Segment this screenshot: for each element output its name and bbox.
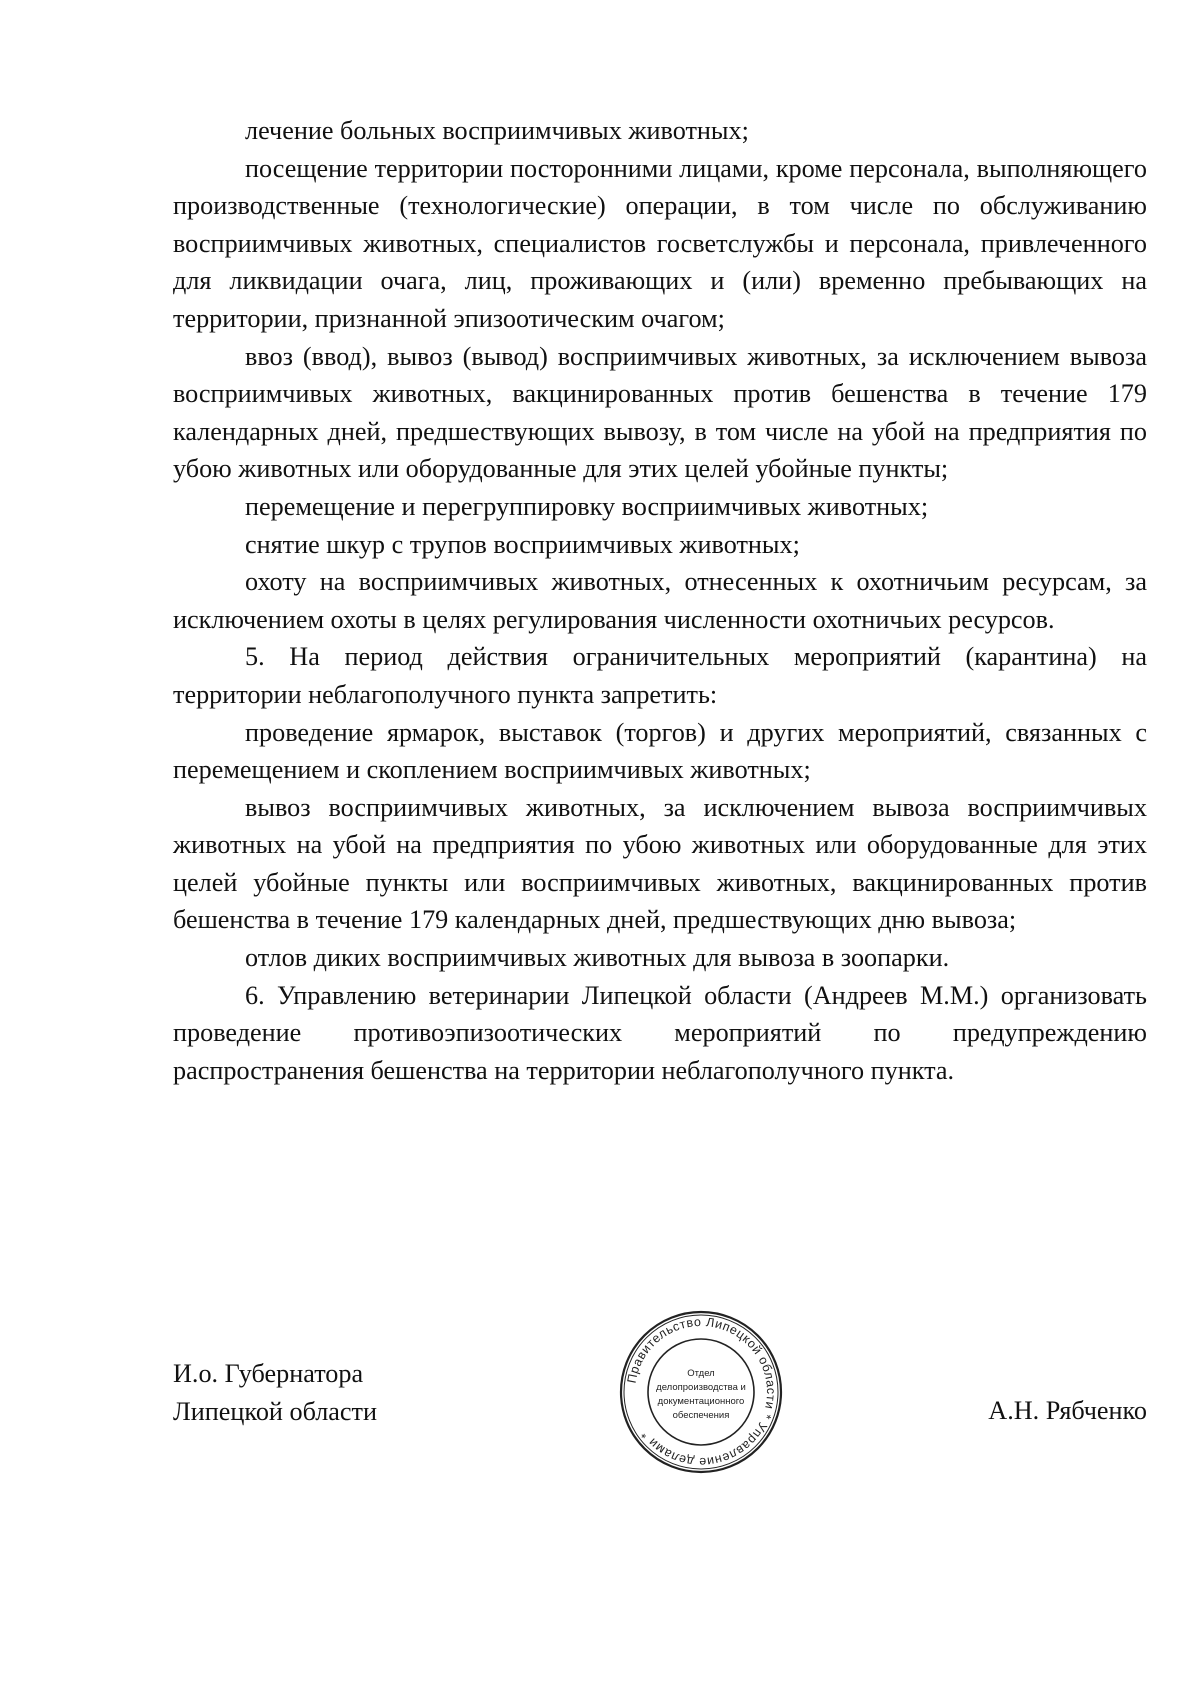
stamp-line2: делопроизводства и xyxy=(656,1382,746,1393)
paragraph: снятие шкур с трупов восприимчивых животных; xyxy=(245,529,800,559)
paragraph: ввоз (ввод), вывоз (вывод) восприимчивых животных, за исключением вывоза восприимчивых животных, вакцинированных против бешенства в течение 179 календарных дней, предшествующих вывозу, в том числе на убой на предприятия по убою животных или оборудованные для этих целей убойные пункты; xyxy=(173,341,1147,484)
paragraph: лечение больных восприимчивых животных; xyxy=(245,116,749,145)
paragraph-item-6: 6. Управлению ветеринарии Липецкой области (Андреев М.М.) организовать проведение противоэпизоотических мероприятий по предупреждению распространения бешенства на территории неблагополучного пункта. xyxy=(173,980,1147,1085)
stamp-line1: Отдел xyxy=(687,1368,715,1379)
official-stamp xyxy=(618,1309,784,1475)
paragraph: вывоз восприимчивых животных, за исключением вывоза восприимчивых животных на убой на предприятия по убою животных или оборудованные для этих целей убойные пункты или восприимчивых животных, вакцинированных против бешенства в течение 179 календарных дней, предшествующих дню вывоза; xyxy=(173,792,1147,935)
stamp-line4: обеспечения xyxy=(672,1410,730,1421)
paragraph: посещение территории посторонними лицами, кроме персонала, выполняющего производственные (технологические) операции, в том числе по обслуживанию восприимчивых животных, специалистов госветслужбы и персонала, привлеченного для ликвидации очага, лиц, проживающих и (или) временно пребывающих на территории, признанной эпизоотическим очагом; xyxy=(173,153,1147,333)
paragraph: отлов диких восприимчивых животных для вывоза в зоопарки. xyxy=(245,943,950,973)
paragraph-item-5: 5. На период действия ограничительных мероприятий (карантина) на территории неблагополучного пункта запретить: xyxy=(173,642,1147,709)
stamp-line3: документационного xyxy=(657,1396,745,1407)
paragraph: проведение ярмарок, выставок (торгов) и других мероприятий, связанных с перемещением и скоплением восприимчивых животных; xyxy=(173,717,1147,785)
signatory-title-line1: И.о. Губернатора xyxy=(173,1359,364,1388)
signature-block xyxy=(173,1314,1147,1515)
signatory-title-line2: Липецкой области xyxy=(173,1396,378,1426)
document-body xyxy=(173,112,1147,1089)
paragraph: охоту на восприимчивых животных, отнесенных к охотничьим ресурсам, за исключением охоты в целях регулирования численности охотничьих ресурсов. xyxy=(173,567,1147,634)
signatory-title xyxy=(173,1355,377,1430)
signatory-name: А.Н. Рябченко xyxy=(988,1396,1147,1425)
paragraph: перемещение и перегруппировку восприимчивых животных; xyxy=(245,491,929,521)
stamp-outer-text: Правительство Липецкой области * Управление делами * xyxy=(624,1314,779,1470)
